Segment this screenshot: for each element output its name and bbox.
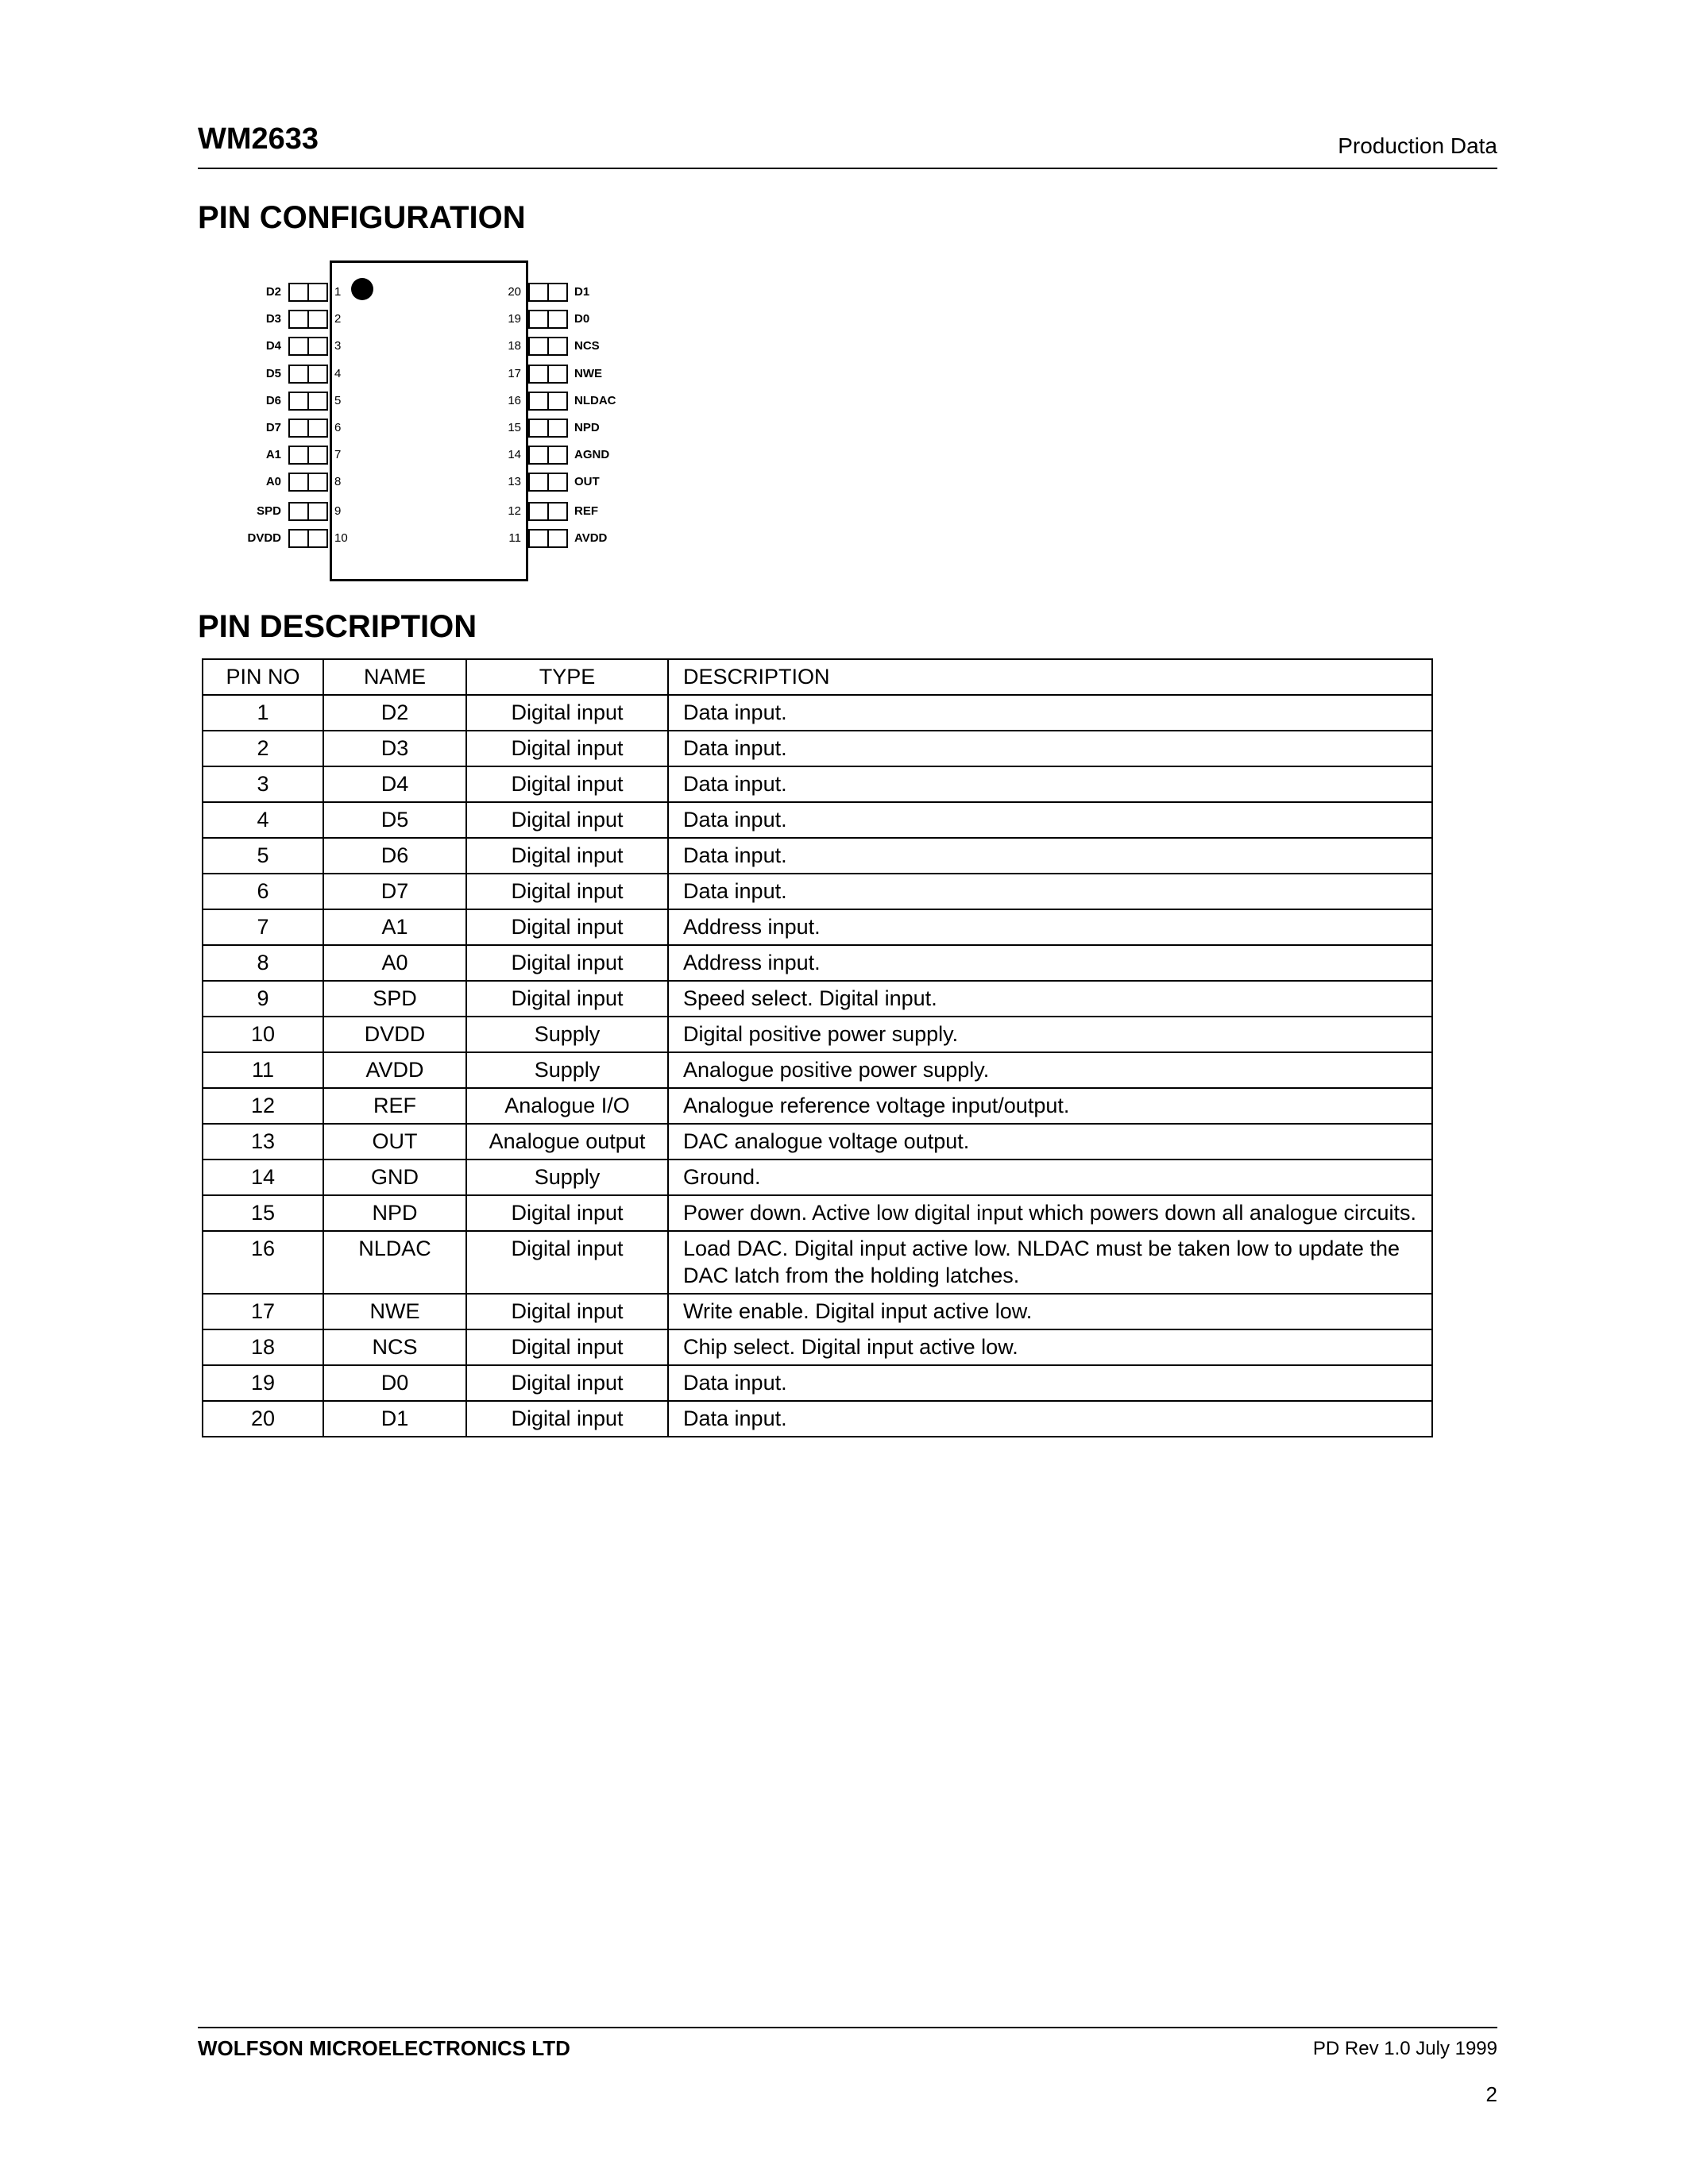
pin-label: A1 — [265, 448, 281, 461]
cell-name: OUT — [323, 1124, 466, 1160]
cell-pin-no: 4 — [203, 802, 323, 838]
pin-lead — [528, 392, 568, 411]
cell-name: REF — [323, 1088, 466, 1124]
cell-pin-no: 13 — [203, 1124, 323, 1160]
pin-label: NLDAC — [574, 394, 616, 407]
pin-number: 10 — [334, 531, 348, 545]
cell-pin-no: 10 — [203, 1017, 323, 1052]
cell-pin-no: 1 — [203, 695, 323, 731]
cell-pin-no: 8 — [203, 945, 323, 981]
table-header-row — [203, 659, 1432, 695]
pin-label: REF — [574, 504, 598, 518]
table-row — [203, 1124, 1432, 1160]
pin-number: 11 — [508, 531, 521, 545]
cell-pin-no: 2 — [203, 731, 323, 766]
cell-type: Digital input — [466, 909, 668, 945]
column-header-name: NAME — [323, 659, 466, 695]
footer-rule — [198, 2027, 1497, 2028]
cell-description: Data input. — [668, 1365, 1432, 1401]
pin-label: AGND — [574, 448, 610, 461]
pin-lead — [528, 446, 568, 465]
table-row — [203, 802, 1432, 838]
cell-pin-no: 17 — [203, 1294, 323, 1329]
pin-label: NWE — [574, 367, 602, 380]
cell-description: DAC analogue voltage output. — [668, 1124, 1432, 1160]
pin-number: 14 — [508, 448, 521, 461]
cell-pin-no: 3 — [203, 766, 323, 802]
cell-description: Load DAC. Digital input active low. NLDAC must be taken low to update the DAC latch from the holding latches. — [668, 1231, 1432, 1294]
cell-description: Write enable. Digital input active low. — [668, 1294, 1432, 1329]
table-row — [203, 1365, 1432, 1401]
pin-number: 13 — [508, 475, 521, 488]
pin-number: 19 — [508, 312, 521, 326]
pin-label: D7 — [265, 421, 281, 434]
cell-pin-no: 19 — [203, 1365, 323, 1401]
pin-right-5 — [230, 392, 643, 411]
pin-label: D0 — [574, 312, 590, 326]
cell-name: D6 — [323, 838, 466, 874]
cell-description: Address input. — [668, 909, 1432, 945]
cell-type: Supply — [466, 1160, 668, 1195]
cell-name: AVDD — [323, 1052, 466, 1088]
column-header-description: DESCRIPTION — [668, 659, 1432, 695]
pin-label: D1 — [574, 285, 590, 299]
pin-number: 12 — [508, 504, 521, 518]
cell-pin-no: 14 — [203, 1160, 323, 1195]
cell-pin-no: 9 — [203, 981, 323, 1017]
cell-name: DVDD — [323, 1017, 466, 1052]
pin-right-6 — [230, 419, 643, 438]
pin-label: D2 — [265, 285, 281, 299]
cell-pin-no: 15 — [203, 1195, 323, 1231]
table-row — [203, 1160, 1432, 1195]
pin-number: 4 — [334, 367, 342, 380]
cell-description: Data input. — [668, 695, 1432, 731]
pin-lead — [528, 529, 568, 548]
pin-number: 5 — [334, 394, 342, 407]
cell-pin-no: 11 — [203, 1052, 323, 1088]
cell-description: Data input. — [668, 874, 1432, 909]
cell-type: Digital input — [466, 766, 668, 802]
cell-name: NWE — [323, 1294, 466, 1329]
column-header-pin-no: PIN NO — [203, 659, 323, 695]
column-header-type: TYPE — [466, 659, 668, 695]
cell-description: Analogue positive power supply. — [668, 1052, 1432, 1088]
pin-lead — [528, 310, 568, 329]
cell-type: Digital input — [466, 1365, 668, 1401]
cell-description: Power down. Active low digital input which powers down all analogue circuits. — [668, 1195, 1432, 1231]
table-row — [203, 981, 1432, 1017]
pin-right-10 — [230, 529, 643, 548]
section-title-pin-description: PIN DESCRIPTION — [198, 609, 477, 644]
table-row — [203, 909, 1432, 945]
table-row — [203, 695, 1432, 731]
pin-label: OUT — [574, 475, 600, 488]
table-row — [203, 1294, 1432, 1329]
footer-revision: PD Rev 1.0 July 1999 — [1312, 2038, 1497, 2059]
cell-name: SPD — [323, 981, 466, 1017]
cell-description: Address input. — [668, 945, 1432, 981]
cell-pin-no: 12 — [203, 1088, 323, 1124]
table-row — [203, 731, 1432, 766]
pin-label: D4 — [265, 339, 281, 353]
pin-lead — [528, 502, 568, 521]
pin-label: D5 — [265, 367, 281, 380]
cell-description: Data input. — [668, 802, 1432, 838]
header-rule — [198, 168, 1497, 169]
cell-pin-no: 5 — [203, 838, 323, 874]
cell-type: Digital input — [466, 731, 668, 766]
cell-name: D7 — [323, 874, 466, 909]
cell-name: D4 — [323, 766, 466, 802]
pin-label: DVDD — [247, 531, 281, 545]
cell-description: Ground. — [668, 1160, 1432, 1195]
table-row — [203, 874, 1432, 909]
cell-name: NCS — [323, 1329, 466, 1365]
pin-number: 17 — [508, 367, 521, 380]
cell-type: Digital input — [466, 838, 668, 874]
pin-diagram — [230, 254, 643, 588]
cell-type: Supply — [466, 1052, 668, 1088]
pin-number: 15 — [508, 421, 521, 434]
cell-name: D2 — [323, 695, 466, 731]
cell-type: Digital input — [466, 1195, 668, 1231]
cell-type: Supply — [466, 1017, 668, 1052]
cell-type: Digital input — [466, 981, 668, 1017]
cell-pin-no: 6 — [203, 874, 323, 909]
pin-number: 3 — [334, 339, 342, 353]
table-row — [203, 766, 1432, 802]
cell-type: Analogue I/O — [466, 1088, 668, 1124]
pin-lead — [528, 283, 568, 302]
document-title: WM2633 — [198, 122, 319, 156]
pin-right-3 — [230, 337, 643, 356]
pin-label: A0 — [265, 475, 281, 488]
cell-pin-no: 20 — [203, 1401, 323, 1437]
table-row — [203, 838, 1432, 874]
cell-type: Digital input — [466, 1231, 668, 1294]
cell-name: A0 — [323, 945, 466, 981]
pin-label: AVDD — [574, 531, 608, 545]
pin-right-9 — [230, 502, 643, 521]
table-row — [203, 1088, 1432, 1124]
footer-company: WOLFSON MICROELECTRONICS LTD — [198, 2036, 570, 2060]
pin-right-7 — [230, 446, 643, 465]
pin-description-table — [202, 658, 1433, 1437]
cell-description: Digital positive power supply. — [668, 1017, 1432, 1052]
table-row — [203, 1195, 1432, 1231]
table-row — [203, 945, 1432, 981]
pin-label: NCS — [574, 339, 600, 353]
cell-description: Data input. — [668, 838, 1432, 874]
pin-number: 16 — [508, 394, 521, 407]
cell-name: D1 — [323, 1401, 466, 1437]
cell-type: Digital input — [466, 1329, 668, 1365]
pin-label: D6 — [265, 394, 281, 407]
page-number: 2 — [1485, 2082, 1497, 2106]
cell-name: NPD — [323, 1195, 466, 1231]
pin-number: 7 — [334, 448, 342, 461]
pin-number: 9 — [334, 504, 342, 518]
cell-name: GND — [323, 1160, 466, 1195]
pin-lead — [528, 337, 568, 356]
table-row — [203, 1052, 1432, 1088]
cell-type: Digital input — [466, 1401, 668, 1437]
cell-description: Data input. — [668, 731, 1432, 766]
pin-right-8 — [230, 473, 643, 492]
pin-number: 20 — [508, 285, 521, 299]
cell-name: A1 — [323, 909, 466, 945]
cell-pin-no: 18 — [203, 1329, 323, 1365]
table-row — [203, 1017, 1432, 1052]
cell-description: Analogue reference voltage input/output. — [668, 1088, 1432, 1124]
cell-description: Chip select. Digital input active low. — [668, 1329, 1432, 1365]
pin-right-2 — [230, 310, 643, 329]
cell-name: D5 — [323, 802, 466, 838]
cell-pin-no: 7 — [203, 909, 323, 945]
cell-type: Digital input — [466, 874, 668, 909]
pin-number: 6 — [334, 421, 342, 434]
cell-type: Digital input — [466, 945, 668, 981]
cell-type: Digital input — [466, 695, 668, 731]
pin-label: D3 — [265, 312, 281, 326]
cell-name: NLDAC — [323, 1231, 466, 1294]
pin-label: NPD — [574, 421, 600, 434]
pin-lead — [528, 365, 568, 384]
pin-number: 8 — [334, 475, 342, 488]
cell-type: Analogue output — [466, 1124, 668, 1160]
cell-type: Digital input — [466, 1294, 668, 1329]
pin-number: 1 — [334, 285, 342, 299]
table-row — [203, 1401, 1432, 1437]
pin-right-1 — [230, 283, 643, 302]
cell-pin-no: 16 — [203, 1231, 323, 1294]
cell-description: Data input. — [668, 766, 1432, 802]
cell-description: Data input. — [668, 1401, 1432, 1437]
document-status: Production Data — [1338, 133, 1497, 158]
cell-name: D0 — [323, 1365, 466, 1401]
pin-number: 18 — [508, 339, 521, 353]
cell-description: Speed select. Digital input. — [668, 981, 1432, 1017]
pin-right-4 — [230, 365, 643, 384]
pin-lead — [528, 419, 568, 438]
table-row — [203, 1329, 1432, 1365]
section-title-pin-configuration: PIN CONFIGURATION — [198, 200, 526, 235]
cell-name: D3 — [323, 731, 466, 766]
table-row — [203, 1231, 1432, 1294]
cell-type: Digital input — [466, 802, 668, 838]
pin-label: SPD — [257, 504, 281, 518]
pin-number: 2 — [334, 312, 342, 326]
pin-lead — [528, 473, 568, 492]
